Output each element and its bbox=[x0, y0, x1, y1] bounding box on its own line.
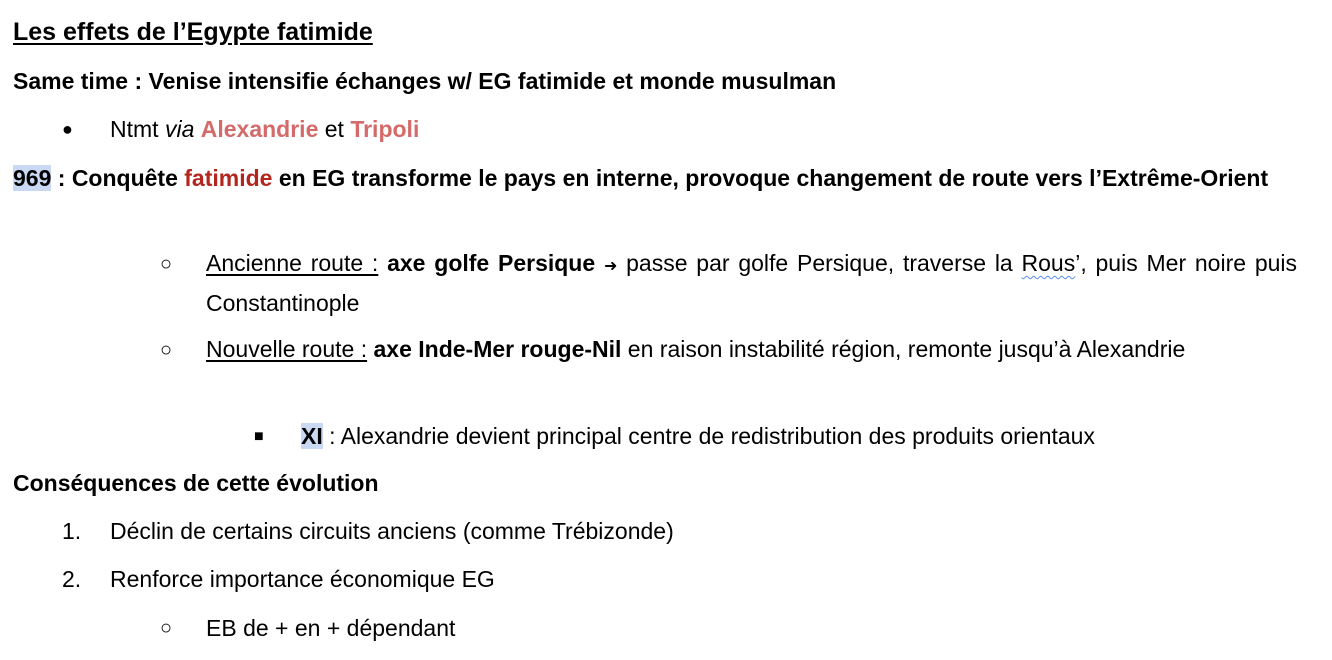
xi-century: XI bbox=[301, 423, 323, 449]
xi-text: : Alexandrie devient principal centre de redistribution des produits orientaux bbox=[322, 423, 1095, 449]
list-item-1: Déclin de certains circuits anciens (comme Trébizonde) bbox=[110, 518, 674, 544]
list-item-2: Renforce importance économique EG bbox=[110, 566, 495, 592]
consequences-heading: Conséquences de cette évolution bbox=[13, 470, 379, 496]
same-time-line: Same time : Venise intensifie échanges w/ EG fatimide et monde musulman bbox=[13, 68, 837, 94]
ancienne-route-label: Ancienne route : bbox=[206, 250, 379, 276]
year-969: 969 bbox=[13, 165, 52, 191]
via-word: via bbox=[164, 116, 195, 142]
bullet-ntmt bbox=[110, 115, 419, 143]
eb-item: EB de + en + dépendant bbox=[206, 615, 456, 641]
conquest-text-1: : Conquête bbox=[51, 165, 185, 191]
list-number-2: 2. bbox=[62, 566, 82, 592]
sub-marker-2: ○ bbox=[160, 339, 173, 361]
nouvelle-route-axis: axe Inde-Mer rouge-Nil bbox=[367, 336, 622, 362]
city-alexandrie: Alexandrie bbox=[200, 116, 319, 142]
et-word: et bbox=[318, 116, 351, 142]
bullet-marker: ● bbox=[62, 119, 73, 139]
bullet-ntmt-pre: Ntmt bbox=[110, 116, 165, 142]
list-number-1: 1. bbox=[62, 518, 82, 544]
page-title: Les effets de l’Egypte fatimide bbox=[13, 18, 373, 46]
fatimide-word: fatimide bbox=[184, 165, 273, 191]
sub-marker-1: ○ bbox=[160, 253, 173, 275]
ancienne-route-text-1: passe par golfe Persique, traverse la bbox=[617, 250, 1022, 276]
ancienne-route-axis: axe golfe Persique bbox=[378, 250, 604, 276]
nouvelle-route-item bbox=[206, 331, 1297, 368]
conquest-paragraph bbox=[13, 160, 1297, 197]
arrow-icon: ➜ bbox=[603, 258, 618, 275]
nouvelle-route-text: en raison instabilité région, remonte jusqu’à Alexandrie bbox=[621, 336, 1186, 362]
ancienne-route-item bbox=[206, 245, 1297, 322]
nouvelle-route-label: Nouvelle route : bbox=[206, 336, 368, 362]
ancienne-route-text-2: ’, puis Mer noire puis Constantinople bbox=[206, 250, 1298, 316]
city-tripoli: Tripoli bbox=[350, 116, 420, 142]
sub-marker-3: ○ bbox=[160, 617, 173, 639]
rous-word: Rous bbox=[1021, 250, 1076, 276]
square-marker: ■ bbox=[254, 428, 264, 445]
conquest-text-2: en EG transforme le pays en interne, provoque changement de route vers l’Extrême-Orient bbox=[272, 165, 1269, 191]
xi-item bbox=[301, 422, 1095, 450]
